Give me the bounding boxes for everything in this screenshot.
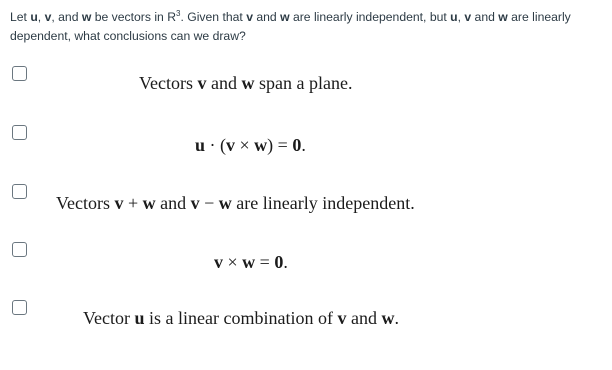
option-3-label: Vectors v + w and v − w are linearly independent. — [56, 193, 415, 213]
option-4-checkbox[interactable] — [12, 242, 27, 257]
answer-option-5[interactable] — [0, 294, 612, 334]
answer-option-3[interactable] — [0, 178, 612, 218]
answer-option-2[interactable] — [0, 120, 612, 160]
vector-w: w — [81, 10, 92, 24]
option-1-checkbox[interactable] — [12, 66, 27, 81]
option-2-label: u · (v × w) = 0. — [195, 135, 306, 155]
answer-option-1[interactable] — [0, 62, 612, 102]
option-4-label: v × w = 0. — [214, 252, 288, 272]
option-1-label: Vectors v and w span a plane. — [139, 73, 353, 93]
option-2-checkbox[interactable] — [12, 125, 27, 140]
option-5-checkbox[interactable] — [12, 300, 27, 315]
vector-v: v — [44, 10, 52, 24]
vector-u: u — [30, 10, 38, 24]
option-5-label: Vector u is a linear combination of v and w. — [83, 308, 399, 328]
question-text: Let u, v, and w be vectors in $R^3$. Given that v and w are linearly independent, but u, v and w are linearly dependent, what conclusions can we draw? — [10, 8, 571, 43]
answer-option-4[interactable] — [0, 237, 612, 277]
option-3-checkbox[interactable] — [12, 184, 27, 199]
